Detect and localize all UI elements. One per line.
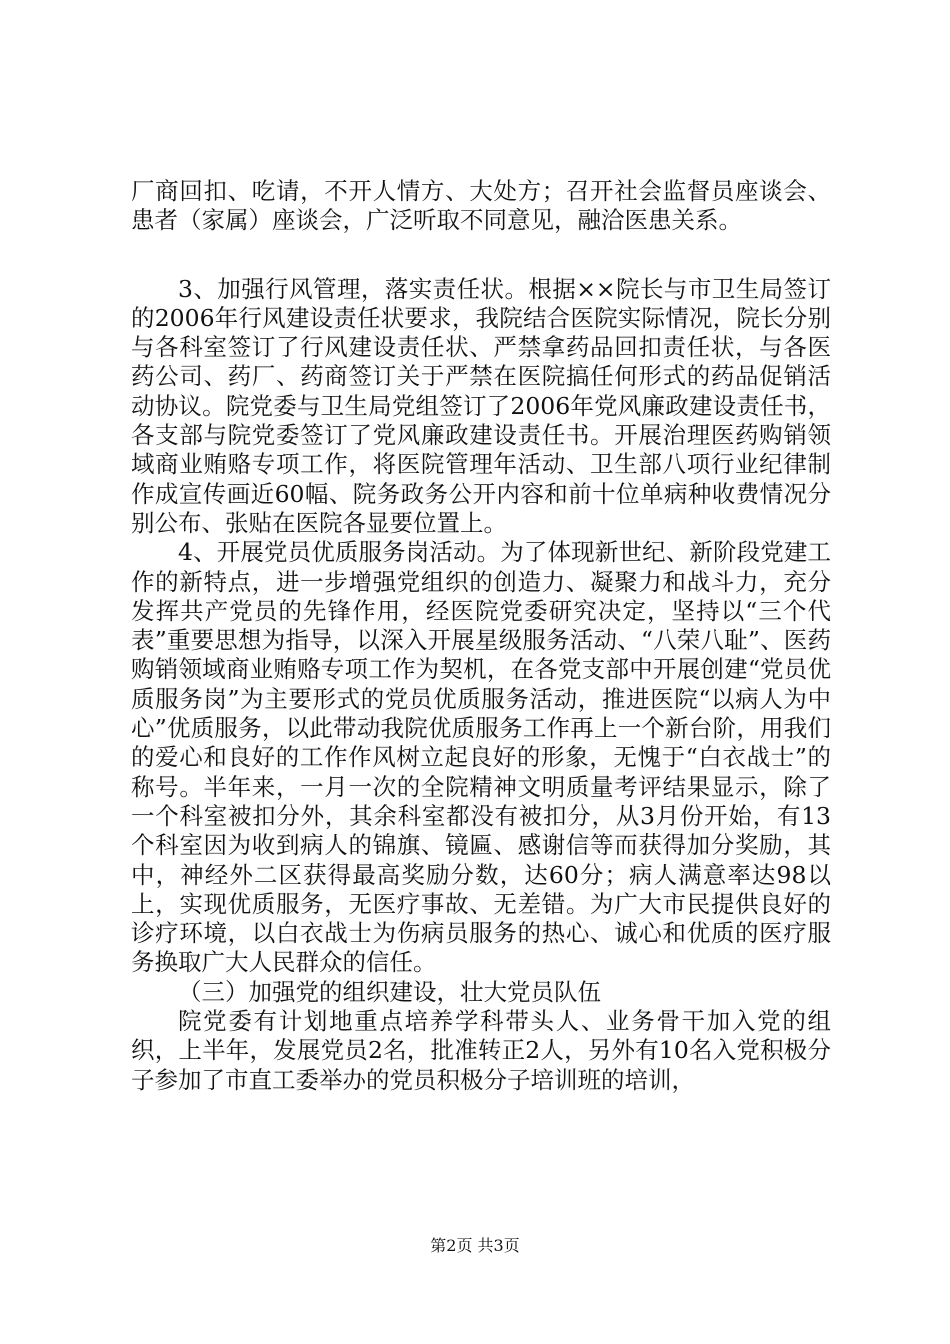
page-footer: 第2页 共3页 (430, 1236, 520, 1255)
paragraph-item-4: 4、开展党员优质服务岗活动。为了体现新世纪、新阶段党建工作的新特点，进一步增强党组织的创造力、凝聚力和战斗力，充分发挥共产党员的先锋作用，经医院党委研究决定，坚持以“三个代表”重要思想为指导，以深入开展星级服务活动、“八荣八耻”、医药购销领域商业贿赂专项工作为契机，在各党支部中开展创建“党员优质服务岗”为主要形式的党员优质服务活动，推进医院“以病人为中心”优质服务，以此带动我院优质服务工作再上一个新台阶，用我们的爱心和良好的工作作风树立起良好的形象，无愧于“白衣战士”的称号。半年来，一月一次的全院精神文明质量考评结果显示，除了一个科室被扣分外，其余科室都没有被扣分，从3月份开始，有13个科室因为收到病人的锦旗、镜匾、感谢信等而获得加分奖励，其中，神经外二区获得最高奖励分数，达60分；病人满意率达98以上，实现优质服务，无医疗事故、无差错。为广大市民提供良好的诊疗环境，以白衣战士为伤病员服务的热心、诚心和优质的医疗服务换取广大人民群众的信任。 (131, 538, 831, 977)
document-body (131, 177, 831, 1095)
paragraph-item-3: 3、加强行风管理，落实责任状。根据××院长与市卫生局签订的2006年行风建设责任状要求，我院结合医院实际情况，院长分别与各科室签订了行风建设责任状、严禁拿药品回扣责任状，与各医药公司、药厂、药商签订关于严禁在医院搞任何形式的药品促销活动协议。院党委与卫生局党组签订了2006年党风廉政建设责任书，各支部与院党委签订了党风廉政建设责任书。开展治理医药购销领域商业贿赂专项工作，将医院管理年活动、卫生部八项行业纪律制作成宣传画近60幅、院务政务公开内容和前十位单病种收费情况分别公布、张贴在医院各显要位置上。 (131, 274, 831, 537)
paragraph-gap (131, 236, 831, 275)
paragraph-organization: 院党委有计划地重点培养学科带头人、业务骨干加入党的组织，上半年，发展党员2名，批准转正2人，另外有10名入党积极分子参加了市直工委举办的党员积极分子培训班的培训， (131, 1007, 831, 1094)
section-heading: （三）加强党的组织建设，壮大党员队伍 (178, 977, 601, 1006)
paragraph-continuation: 厂商回扣、吃请，不开人情方、大处方；召开社会监督员座谈会、患者（家属）座谈会，广泛听取不同意见，融洽医患关系。 (131, 177, 831, 235)
